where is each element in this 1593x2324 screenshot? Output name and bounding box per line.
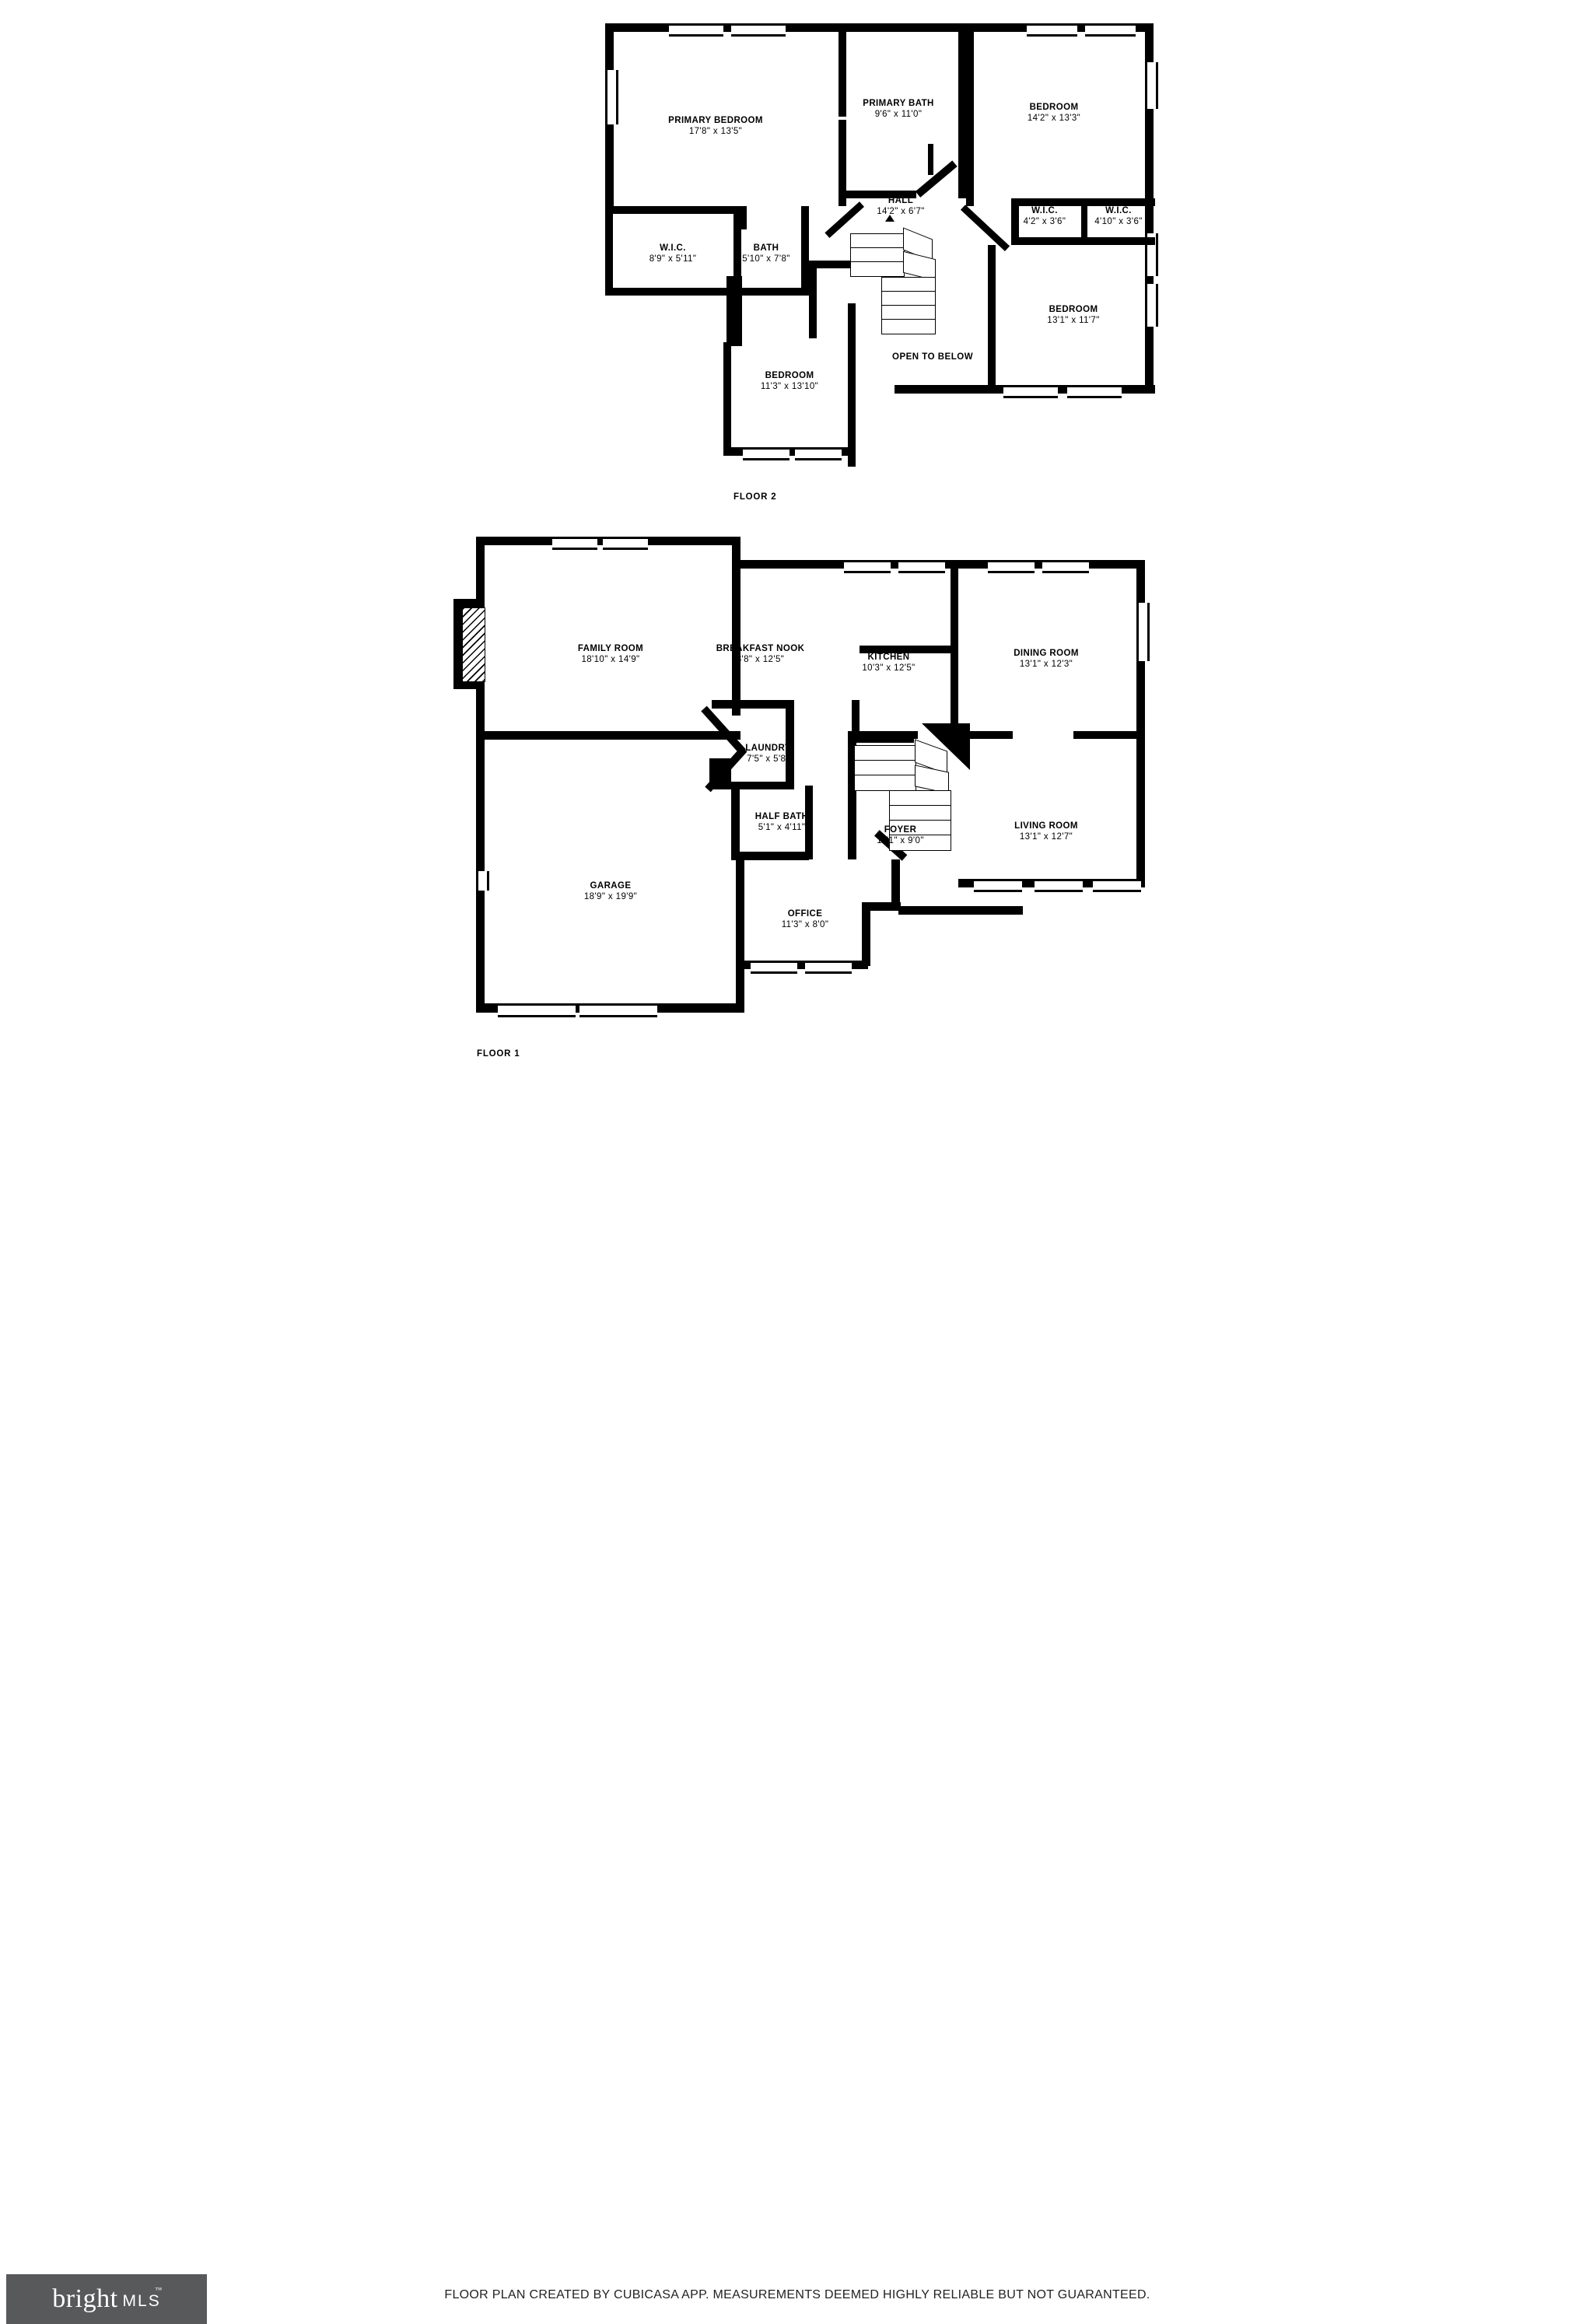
wall [723, 342, 731, 455]
room-label: DINING ROOM 13'1" x 12'3" [1014, 649, 1079, 670]
window [805, 961, 852, 974]
staircase [850, 233, 959, 338]
window [1035, 879, 1083, 892]
window [1027, 23, 1077, 37]
room-label: PRIMARY BATH 9'6" x 11'0" [863, 99, 934, 120]
room-label: LAUNDRY 7'5" x 5'8" [745, 744, 791, 765]
room-label: BEDROOM 13'1" x 11'7" [1047, 305, 1100, 326]
wall [476, 731, 740, 740]
wall [736, 859, 744, 1011]
window [1145, 62, 1158, 109]
window [1136, 603, 1150, 661]
room-label: KITCHEN 10'3" x 12'5" [862, 653, 916, 674]
window [751, 961, 797, 974]
window [1145, 284, 1158, 327]
fireplace [462, 607, 485, 682]
window [1042, 560, 1089, 573]
room-label: BEDROOM 14'2" x 13'3" [1027, 103, 1081, 124]
wall [605, 206, 613, 296]
wall [848, 342, 856, 455]
wall [862, 902, 901, 911]
wall [476, 681, 485, 739]
room-label: FAMILY ROOM 18'10" x 14'9" [577, 644, 644, 665]
room-label: BATH 5'10" x 7'8" [742, 243, 790, 264]
window [476, 871, 489, 891]
wall-jamb [726, 276, 742, 346]
room-label: W.I.C. 4'10" x 3'6" [1094, 206, 1143, 227]
window [669, 23, 723, 37]
window [898, 560, 945, 573]
room-label: HALF BATH 5'1" x 4'11" [754, 812, 809, 833]
wall [809, 261, 817, 338]
wall [951, 560, 958, 727]
window [795, 447, 842, 460]
wall [605, 288, 741, 296]
wall [734, 288, 809, 296]
floor-1-label: FLOOR 1 [477, 1049, 520, 1059]
wall [928, 144, 933, 175]
window [1067, 385, 1122, 398]
room-label: OFFICE 11'3" x 8'0" [781, 909, 829, 930]
wall [966, 198, 974, 206]
wall [712, 700, 793, 709]
wall-angled [916, 160, 958, 198]
wall [732, 537, 740, 716]
window [605, 70, 618, 124]
wall [988, 245, 996, 393]
wall [891, 859, 900, 908]
window [974, 879, 1022, 892]
room-label: BREAKFAST NOOK 8'8" x 12'5" [716, 644, 805, 665]
room-label: FOYER 11'1" x 9'0" [877, 825, 924, 846]
window [988, 560, 1035, 573]
disclaimer-text: FLOOR PLAN CREATED BY CUBICASA APP. MEASUREMENTS DEEMED HIGHLY RELIABLE BUT NOT GUARANTEED. [444, 2288, 1150, 2301]
trademark-symbol: ™ [155, 2286, 163, 2294]
wall [898, 906, 1023, 915]
room-label: HALL 14'2" x 6'7" [877, 196, 925, 217]
window [743, 447, 789, 460]
room-label: GARAGE 18'9" x 19'9" [583, 881, 638, 902]
window [552, 537, 597, 550]
garage-door [498, 1003, 576, 1017]
wall [1087, 198, 1094, 205]
floor-2-label: FLOOR 2 [733, 492, 777, 502]
window [844, 560, 891, 573]
wall [476, 537, 485, 599]
room-label: PRIMARY BEDROOM 17'8" x 13'5" [668, 116, 763, 137]
footer [0, 1136, 1593, 2313]
window [1093, 879, 1141, 892]
room-label: W.I.C. 8'9" x 5'11" [649, 243, 697, 264]
wall [1073, 731, 1145, 739]
wall [605, 206, 741, 214]
window [731, 23, 786, 37]
room-label: W.I.C. 4'2" x 3'6" [1023, 206, 1066, 227]
open-to-below-label: OPEN TO BELOW [892, 352, 974, 362]
room-label: LIVING ROOM 13'1" x 12'7" [1014, 821, 1078, 842]
window [1085, 23, 1136, 37]
wall [740, 206, 747, 229]
room-label: BEDROOM 11'3" x 13'10" [760, 371, 819, 392]
bright-mls-logo [6, 2274, 207, 2324]
brand-suffix: MLS [122, 2292, 161, 2310]
window [1003, 385, 1058, 398]
wall [895, 385, 992, 394]
brand-name: bright [52, 2284, 118, 2313]
garage-door [579, 1003, 657, 1017]
wall [453, 599, 462, 688]
window [603, 537, 648, 550]
